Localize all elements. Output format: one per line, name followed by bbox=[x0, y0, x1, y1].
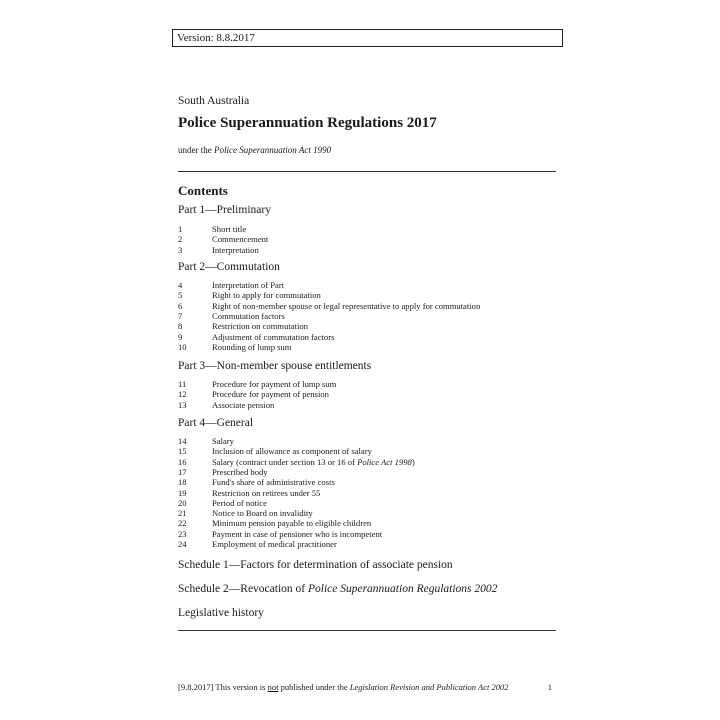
page-number: 1 bbox=[547, 682, 552, 692]
section-number: 19 bbox=[178, 487, 187, 498]
section-title: Minimum pension payable to eligible children bbox=[212, 518, 372, 529]
contents-heading: Contents bbox=[178, 183, 228, 198]
section-number: 20 bbox=[178, 497, 187, 508]
section-number: 3 bbox=[178, 244, 183, 255]
toc-entry[interactable] bbox=[178, 342, 292, 352]
toc-entry[interactable] bbox=[178, 234, 268, 244]
section-title: Associate pension bbox=[212, 399, 275, 410]
toc-entry[interactable] bbox=[178, 389, 329, 399]
section-number: 2 bbox=[178, 234, 183, 245]
section-number: 17 bbox=[178, 466, 187, 477]
schedule-2-prefix: Schedule 2—Revocation of bbox=[178, 583, 308, 595]
section-number: 23 bbox=[178, 528, 187, 539]
section-title: Short title bbox=[212, 224, 247, 234]
document-title: Police Superannuation Regulations 2017 bbox=[178, 115, 437, 131]
section-number: 5 bbox=[178, 290, 183, 301]
toc-entry[interactable] bbox=[178, 332, 334, 342]
part-1-heading[interactable]: Part 1—Preliminary bbox=[178, 204, 271, 216]
toc-entry[interactable] bbox=[178, 498, 267, 508]
toc-entry[interactable] bbox=[178, 508, 313, 518]
toc-entry[interactable] bbox=[178, 290, 321, 300]
toc-entry[interactable] bbox=[178, 224, 246, 234]
section-title: Prescribed body bbox=[212, 466, 268, 477]
toc-entry[interactable] bbox=[178, 245, 259, 255]
legislative-history-heading[interactable]: Legislative history bbox=[178, 607, 264, 619]
section-number: 6 bbox=[178, 300, 183, 311]
section-title: Salary (contract under section 13 or 16 of bbox=[212, 456, 358, 467]
section-number: 24 bbox=[178, 539, 187, 549]
schedule-1-heading[interactable]: Schedule 1—Factors for determination of associate pension bbox=[178, 559, 453, 571]
part-2-heading[interactable]: Part 2—Commutation bbox=[178, 261, 280, 273]
section-number: 8 bbox=[178, 321, 183, 332]
footer-date: [9.8.2017] bbox=[178, 682, 214, 692]
jurisdiction: South Australia bbox=[178, 95, 250, 107]
toc-entry[interactable] bbox=[178, 457, 415, 467]
toc-entry[interactable] bbox=[178, 280, 284, 290]
section-number: 13 bbox=[178, 399, 187, 410]
section-number: 10 bbox=[178, 341, 187, 352]
toc-entry[interactable] bbox=[178, 379, 336, 389]
version-box bbox=[172, 29, 563, 47]
toc-entry[interactable] bbox=[178, 488, 320, 498]
toc-entry[interactable] bbox=[178, 446, 372, 456]
section-title: Salary bbox=[212, 436, 234, 446]
section-title: Payment in case of pensioner who is incompetent bbox=[212, 528, 383, 539]
enabling-act-line bbox=[178, 145, 331, 155]
section-title: Procedure for payment of lump sum bbox=[212, 379, 337, 389]
toc-entry[interactable] bbox=[178, 529, 382, 539]
section-number: 21 bbox=[178, 508, 187, 519]
section-title: Right to apply for commutation bbox=[212, 290, 321, 301]
contents-divider bbox=[178, 630, 556, 631]
section-title: Interpretation of Part bbox=[212, 280, 285, 290]
section-title: Interpretation bbox=[212, 244, 259, 255]
page-footer bbox=[178, 682, 556, 692]
section-number: 12 bbox=[178, 389, 187, 400]
toc-entry[interactable] bbox=[178, 436, 234, 446]
section-number: 1 bbox=[178, 224, 183, 234]
section-number: 14 bbox=[178, 436, 187, 446]
section-title: Rounding of lump sum bbox=[212, 341, 292, 352]
footer-not: not bbox=[267, 682, 279, 692]
under-prefix: under the bbox=[178, 145, 214, 155]
toc-entry[interactable] bbox=[178, 400, 274, 410]
toc-entry[interactable] bbox=[178, 539, 337, 549]
schedule-2-act: Police Superannuation Regulations 2002 bbox=[307, 583, 498, 595]
section-number: 16 bbox=[178, 456, 187, 467]
section-title: Commencement bbox=[212, 234, 269, 245]
version-label: Version: 8.8.2017 bbox=[177, 32, 255, 44]
footer-act: Legislation Revision and Publication Act 2002 bbox=[349, 682, 509, 692]
toc-entry[interactable] bbox=[178, 477, 335, 487]
section-title: Procedure for payment of pension bbox=[212, 389, 329, 400]
part-3-heading[interactable]: Part 3—Non-member spouse entitlements bbox=[178, 360, 372, 372]
section-title: Notice to Board on invalidity bbox=[212, 508, 313, 519]
footer-text-2: published under the bbox=[278, 682, 350, 692]
section-number: 11 bbox=[178, 379, 187, 389]
toc-entry[interactable] bbox=[178, 301, 480, 311]
section-number: 9 bbox=[178, 331, 183, 342]
toc-entry[interactable] bbox=[178, 518, 371, 528]
toc-entry[interactable] bbox=[178, 311, 285, 321]
section-number: 4 bbox=[178, 280, 183, 290]
section-number: 7 bbox=[178, 310, 183, 321]
section-title: Adjustment of commutation factors bbox=[212, 331, 335, 342]
section-title: Inclusion of allowance as component of salary bbox=[212, 446, 372, 457]
section-title: Restriction on commutation bbox=[212, 321, 308, 332]
section-title: Fund's share of administrative costs bbox=[212, 477, 335, 488]
section-title: Commutation factors bbox=[212, 310, 285, 321]
section-title: Period of notice bbox=[212, 497, 267, 508]
footer-text: This version is bbox=[213, 682, 268, 692]
section-number: 15 bbox=[178, 446, 187, 457]
title-divider bbox=[178, 171, 556, 172]
schedule-2-heading[interactable] bbox=[178, 583, 497, 595]
section-title: Employment of medical practitioner bbox=[212, 539, 337, 549]
section-title-act: Police Act 1998 bbox=[357, 456, 412, 467]
section-number: 22 bbox=[178, 518, 187, 529]
part-4-heading[interactable]: Part 4—General bbox=[178, 417, 254, 429]
toc-entry[interactable] bbox=[178, 467, 268, 477]
enabling-act: Police Superannuation Act 1990 bbox=[214, 145, 332, 155]
section-title: Restriction on retirees under 55 bbox=[212, 487, 321, 498]
section-title-suffix: ) bbox=[411, 456, 415, 467]
section-title: Right of non-member spouse or legal representative to apply for commutation bbox=[212, 300, 481, 311]
toc-entry[interactable] bbox=[178, 321, 308, 331]
section-number: 18 bbox=[178, 477, 187, 488]
